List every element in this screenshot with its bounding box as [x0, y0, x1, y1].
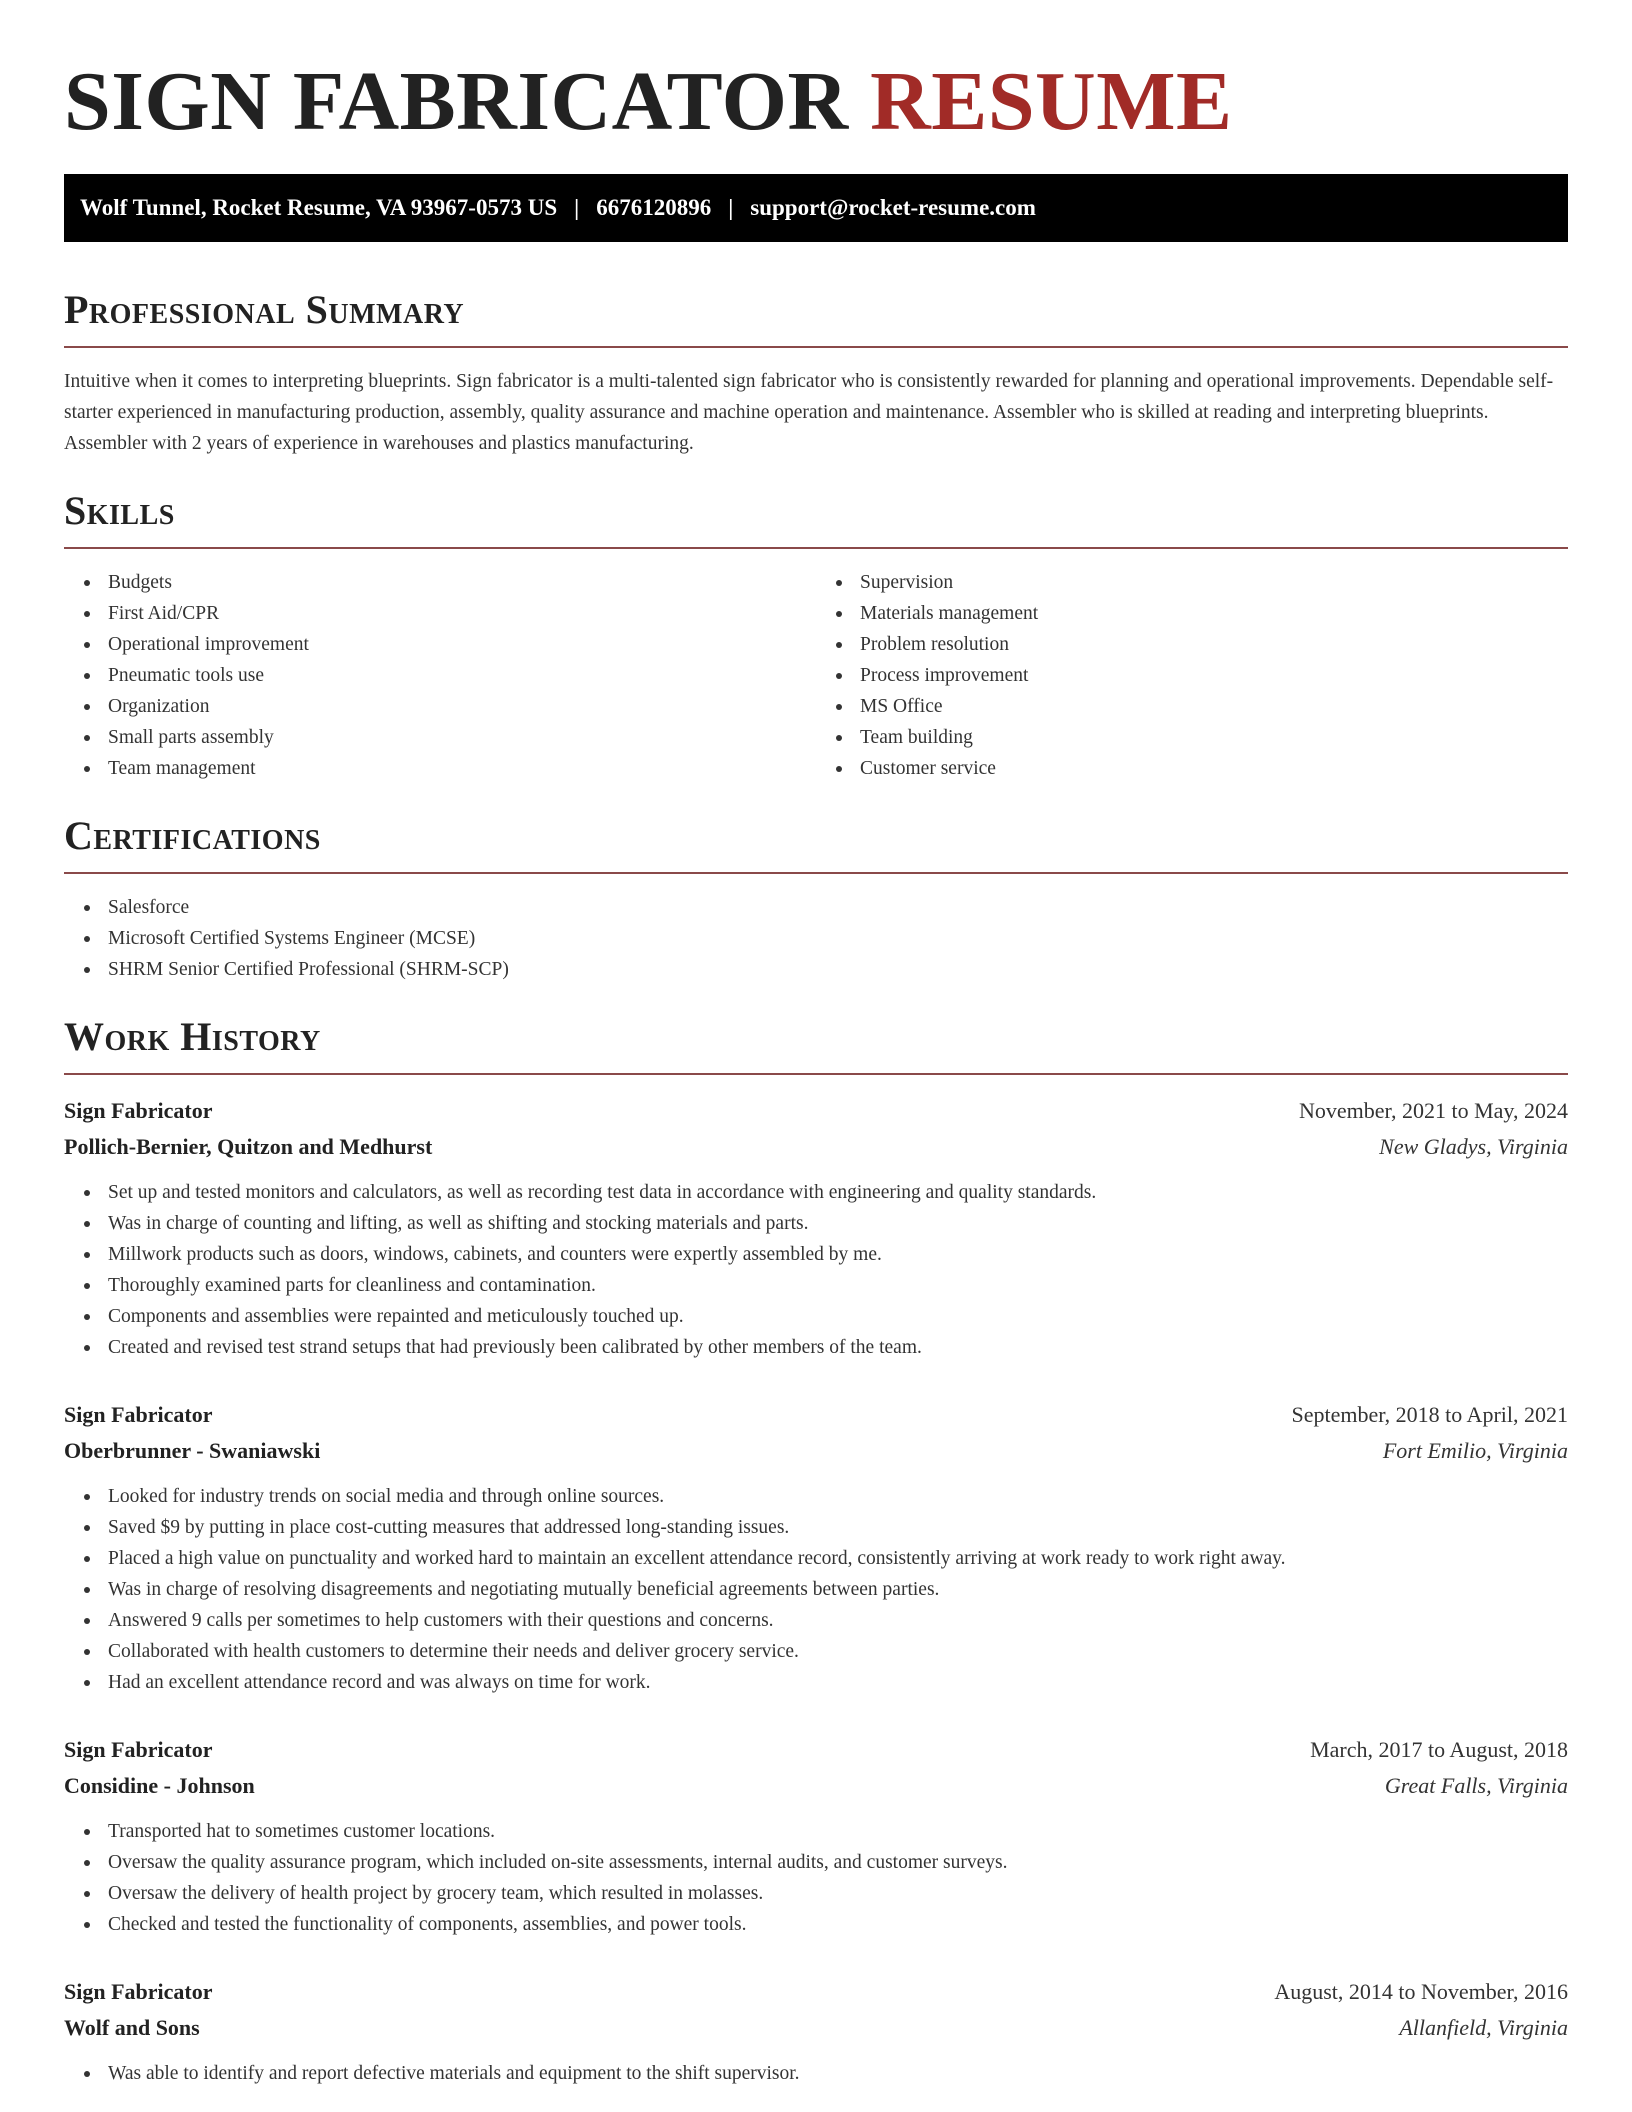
job-dates: August, 2014 to November, 2016 — [1274, 1979, 1568, 2004]
job-entry — [64, 1397, 1568, 1698]
skill-item: Budgets — [108, 567, 816, 598]
job-bullet: Saved $9 by putting in place cost-cutting measures that addressed long-standing issues. — [108, 1512, 1568, 1543]
skill-item: Team building — [860, 722, 1568, 753]
skill-item: Problem resolution — [860, 629, 1568, 660]
contact-email: support@rocket-resume.com — [750, 195, 1036, 220]
job-bullet: Had an excellent attendance record and was always on time for work. — [108, 1667, 1568, 1698]
job-bullet: Collaborated with health customers to determine their needs and deliver grocery service. — [108, 1636, 1568, 1667]
skills-grid — [64, 567, 1568, 784]
skill-item: Materials management — [860, 598, 1568, 629]
skills-list-right — [816, 567, 1568, 784]
job-company: Oberbrunner - Swaniawski — [64, 1438, 321, 1463]
job-company: Considine - Johnson — [64, 1773, 255, 1798]
job-bullets — [64, 1481, 1568, 1698]
page-title — [64, 56, 1568, 148]
contact-address: Wolf Tunnel, Rocket Resume, VA 93967-0573 US — [80, 195, 558, 220]
job-company-row — [64, 1768, 1568, 1804]
job-dates: November, 2021 to May, 2024 — [1299, 1098, 1568, 1123]
job-company: Wolf and Sons — [64, 2015, 200, 2040]
skills-section — [64, 489, 1568, 784]
job-header-row — [64, 1974, 1568, 2010]
job-header-row — [64, 1397, 1568, 1433]
job-bullet: Set up and tested monitors and calculators, as well as recording test data in accordance with engineering and quality standards. — [108, 1177, 1568, 1208]
skill-item: Customer service — [860, 753, 1568, 784]
job-bullet: Answered 9 calls per sometimes to help customers with their questions and concerns. — [108, 1605, 1568, 1636]
skills-heading: Skills — [64, 488, 175, 533]
job-title: Sign Fabricator — [64, 1402, 213, 1427]
job-bullet: Was able to identify and report defective materials and equipment to the shift supervisor. — [108, 2058, 1568, 2089]
certification-item: SHRM Senior Certified Professional (SHRM-SCP) — [108, 954, 1568, 985]
skill-item: Team management — [108, 753, 816, 784]
job-bullet: Looked for industry trends on social media and through online sources. — [108, 1481, 1568, 1512]
job-dates: September, 2018 to April, 2021 — [1291, 1402, 1568, 1427]
job-header-row — [64, 1093, 1568, 1129]
certifications-section — [64, 814, 1568, 985]
job-company-row — [64, 1433, 1568, 1469]
section-divider — [64, 346, 1568, 348]
job-dates: March, 2017 to August, 2018 — [1310, 1737, 1568, 1762]
job-bullet: Oversaw the delivery of health project by grocery team, which resulted in molasses. — [108, 1878, 1568, 1909]
job-entry — [64, 1732, 1568, 1940]
work-history-heading: Work History — [64, 1014, 321, 1059]
skill-item: Organization — [108, 691, 816, 722]
certifications-heading: Certifications — [64, 813, 321, 858]
skill-item: First Aid/CPR — [108, 598, 816, 629]
job-bullet: Transported hat to sometimes customer locations. — [108, 1816, 1568, 1847]
title-main: SIGN FABRICATOR — [64, 55, 849, 148]
job-bullet: Millwork products such as doors, windows, cabinets, and counters were expertly assembled by me. — [108, 1239, 1568, 1270]
skills-list-left — [64, 567, 816, 784]
title-accent: RESUME — [870, 55, 1233, 148]
job-entry — [64, 1093, 1568, 1363]
job-bullets — [64, 1816, 1568, 1940]
job-bullet: Was in charge of counting and lifting, as well as shifting and stocking materials and parts. — [108, 1208, 1568, 1239]
job-bullets — [64, 2058, 1568, 2089]
skill-item: Process improvement — [860, 660, 1568, 691]
job-bullet: Components and assemblies were repainted and meticulously touched up. — [108, 1301, 1568, 1332]
job-location: Fort Emilio, Virginia — [1382, 1438, 1568, 1463]
skill-item: Small parts assembly — [108, 722, 816, 753]
job-title: Sign Fabricator — [64, 1098, 213, 1123]
summary-text: Intuitive when it comes to interpreting blueprints. Sign fabricator is a multi-talented sign fabricator who is consistently rewarded for planning and operational improvements. Dependable self-starter experienced in manufacturing production, assembly, quality assurance and machine operation and maintenance. Assembler who is skilled at reading and interpreting blueprints. Assembler with 2 years of experience in warehouses and plastics manufacturing. — [64, 371, 1554, 454]
job-bullet: Created and revised test strand setups that had previously been calibrated by other members of the team. — [108, 1332, 1568, 1363]
job-bullet: Was in charge of resolving disagreements and negotiating mutually beneficial agreements between parties. — [108, 1574, 1568, 1605]
skill-item: Operational improvement — [108, 629, 816, 660]
job-company: Pollich-Bernier, Quitzon and Medhurst — [64, 1134, 433, 1159]
job-entry — [64, 1974, 1568, 2089]
job-company-row — [64, 2010, 1568, 2046]
job-bullet: Thoroughly examined parts for cleanliness and contamination. — [108, 1270, 1568, 1301]
job-bullets — [64, 1177, 1568, 1363]
job-company-row — [64, 1129, 1568, 1165]
job-header-row — [64, 1732, 1568, 1768]
job-location: New Gladys, Virginia — [1379, 1134, 1568, 1159]
skill-item: MS Office — [860, 691, 1568, 722]
contact-separator: | — [728, 195, 734, 220]
contact-phone: 6676120896 — [596, 195, 712, 220]
job-bullet: Placed a high value on punctuality and worked hard to maintain an excellent attendance record, consistently arriving at work ready to work right away. — [108, 1543, 1568, 1574]
summary-heading: Professional Summary — [64, 287, 465, 332]
section-divider — [64, 547, 1568, 549]
job-title: Sign Fabricator — [64, 1979, 213, 2004]
certification-item: Microsoft Certified Systems Engineer (MCSE) — [108, 923, 1568, 954]
certification-item: Salesforce — [108, 892, 1568, 923]
job-location: Great Falls, Virginia — [1384, 1773, 1568, 1798]
job-title: Sign Fabricator — [64, 1737, 213, 1762]
section-divider — [64, 1073, 1568, 1075]
section-divider — [64, 872, 1568, 874]
contact-separator: | — [574, 195, 580, 220]
certifications-list — [64, 892, 1568, 985]
contact-bar — [64, 174, 1568, 242]
job-bullet: Checked and tested the functionality of components, assemblies, and power tools. — [108, 1909, 1568, 1940]
job-bullet: Oversaw the quality assurance program, which included on-site assessments, internal audits, and customer surveys. — [108, 1847, 1568, 1878]
skill-item: Supervision — [860, 567, 1568, 598]
work-history-section — [64, 1015, 1568, 2089]
skill-item: Pneumatic tools use — [108, 660, 816, 691]
job-location: Allanfield, Virginia — [1399, 2015, 1568, 2040]
summary-section — [64, 288, 1568, 459]
